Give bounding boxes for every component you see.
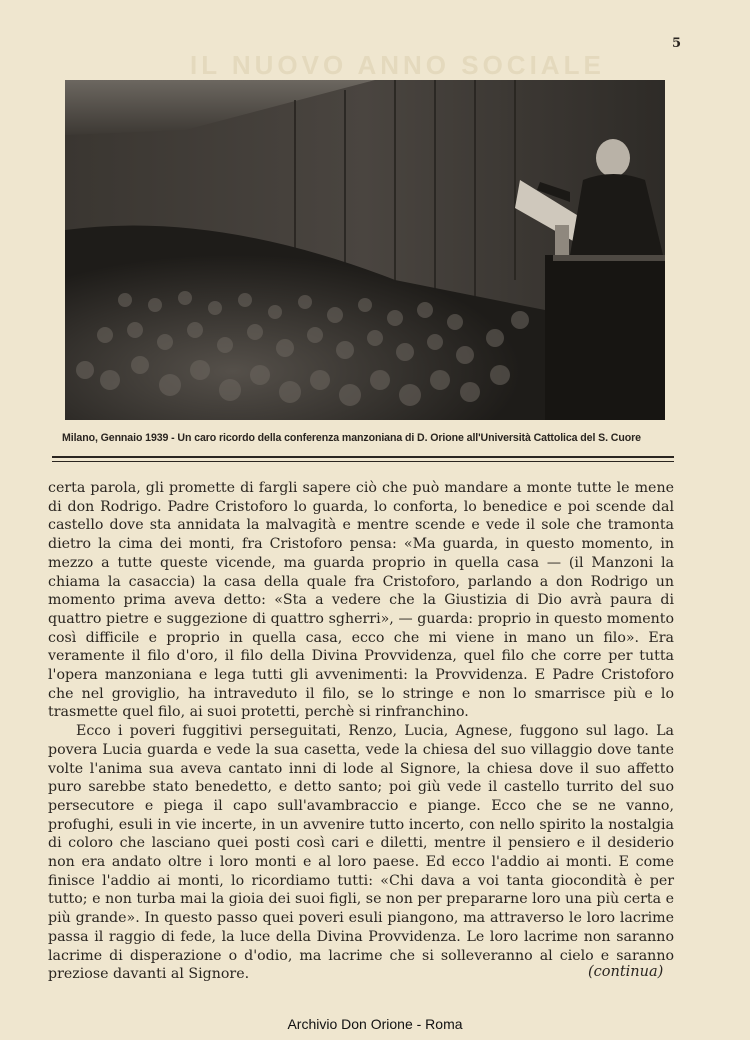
paragraph: Ecco i poveri fuggitivi perseguitati, Renzo, Lucia, Agnese, fuggono sul lago. La povera Lucia guarda e vede la sua casetta, vede la chiesa del suo villaggio dove tante volte l'anima sua aveva cantato inni di lode al Signore, la chiesa dove il suo affetto puro sarebbe stato benedetto, e detto santo; poi giù vede il castello turrito del suo persecutore e piega il capo sull'avambraccio e piange. Ecco che se ne vanno, profughi, esuli in vie incerte, in un avvenire tutto incerto, con nello spirito la nostalgia di coloro che lasciano quei posti così cari e diletti, mentre il pensiero e il desiderio non era andato oltre i loro monti e al loro paese. Ed ecco l'addio ai monti. E come finisce l'addio ai monti, lo ricordiamo tutti: «Chi dava a voi tanta giocondità è per tutto; e non turba mai la gioia dei suoi figli, se non per prepararne loro una più certa e più grande». In questo passo quei poveri esuli piangono, ma attraverso le loro lacrime passa il raggio di fede, la luce della Divina Provvidenza. Le loro lacrime non saranno lacrime di disperazione o d'odio, ma lacrime che si solleveranno al cielo e saranno preziose davanti al Signore. [48,723,674,983]
divider-thick [52,456,674,458]
audience-photo-illustration [65,80,665,420]
photo-caption: Milano, Gennaio 1939 - Un caro ricordo della conferenza manzoniana di D. Orione all'Università Cattolica del S. Cuore [62,432,641,444]
article-body [48,479,674,984]
divider-thin [52,461,674,462]
event-photo [65,80,665,420]
faint-bleedthrough-header: IL NUOVO ANNO SOCIALE [190,50,605,80]
page-number: 5 [672,36,682,51]
continua-note: (continua) [588,964,664,980]
archive-footer: Archivio Don Orione - Roma [287,1016,463,1032]
paragraph: certa parola, gli promette di fargli sapere ciò che può mandare a monte tutte le mene di don Rodrigo. Padre Cristoforo lo guarda, lo conforta, lo benedice e poi scende dal castello dove sta annidata la malvagità e mentre scende e vede il sole che tramonta dietro la cima dei monti, fra Cristoforo pensa: «Ma guarda, in questo momento, in mezzo a tutte queste vicende, ma guarda proprio in quella casa — (il Manzoni la chiama la casaccia) la casa della quale fra Cristoforo, parlando a don Rodrigo un momento prima aveva detto: «Sta a vedere che la Giustizia di Dio avrà paura di quattro pietre e suggezione di quattro sgherri», — guarda: proprio in questo momento così difficile e proprio in quella casa, ecco che mi viene in mano un filo». Era veramente il filo d'oro, il filo della Divina Provvidenza, quel filo che corre per tutta l'opera manzoniana e lega tutti gli avvenimenti: la Provvidenza. E Padre Cristoforo che nel groviglio, ha intraveduto il filo, se lo stringe e non lo smarrisce più e lo trasmette quel filo, ai suoi protetti, perchè si rinfranchino. [48,480,674,721]
